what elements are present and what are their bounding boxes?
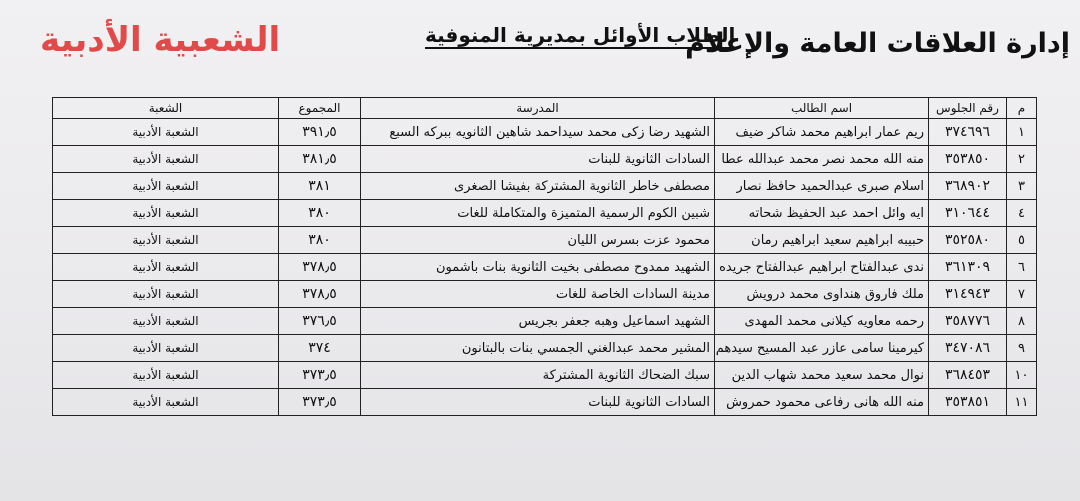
- row-seat-number: ٣٦٨٤٥٣: [929, 362, 1007, 389]
- header-seat-number: رقم الجلوس: [929, 98, 1007, 119]
- row-branch: الشعبة الأدبية: [53, 146, 279, 173]
- row-student-name: نوال محمد سعيد محمد شهاب الدين: [715, 362, 929, 389]
- row-student-name: منه الله محمد نصر محمد عبدالله عطا: [715, 146, 929, 173]
- row-student-name: ريم عمار ابراهيم محمد شاكر ضيف: [715, 119, 929, 146]
- row-total: ٣٨١٫٥: [279, 146, 361, 173]
- row-school: الشهيد ممدوح مصطفى بخيت الثانوية بنات باشمون: [361, 254, 715, 281]
- document-header: [40, 12, 1070, 72]
- row-total: ٣٧٦٫٥: [279, 308, 361, 335]
- row-total: ٣٧٣٫٥: [279, 389, 361, 416]
- header-branch: الشعبة: [53, 98, 279, 119]
- row-num: ٥: [1007, 227, 1037, 254]
- row-branch: الشعبة الأدبية: [53, 308, 279, 335]
- row-student-name: كيرمينا سامى عازر عبد المسيح سيدهم: [715, 335, 929, 362]
- row-seat-number: ٣٥٨٧٧٦: [929, 308, 1007, 335]
- header-student-name: اسم الطالب: [715, 98, 929, 119]
- row-seat-number: ٣٦١٣٠٩: [929, 254, 1007, 281]
- top-students-title: الطلاب الأوائل بمديرية المنوفية: [425, 23, 736, 47]
- header-total: المجموع: [279, 98, 361, 119]
- row-branch: الشعبة الأدبية: [53, 119, 279, 146]
- row-num: ١٠: [1007, 362, 1037, 389]
- row-num: ٧: [1007, 281, 1037, 308]
- table-row: [53, 119, 1037, 146]
- table-row: [53, 227, 1037, 254]
- row-branch: الشعبة الأدبية: [53, 254, 279, 281]
- table-row: [53, 335, 1037, 362]
- row-branch: الشعبة الأدبية: [53, 200, 279, 227]
- row-school: محمود عزت بسرس الليان: [361, 227, 715, 254]
- row-branch: الشعبة الأدبية: [53, 173, 279, 200]
- table-row: [53, 173, 1037, 200]
- row-total: ٣٨٠: [279, 227, 361, 254]
- row-seat-number: ٣٥٣٨٥١: [929, 389, 1007, 416]
- row-school: شبين الكوم الرسمية المتميزة والمتكاملة للغات: [361, 200, 715, 227]
- row-school: الشهيد رضا زكى محمد سيداحمد شاهين الثانويه ببركه السبع: [361, 119, 715, 146]
- table-row: [53, 200, 1037, 227]
- row-total: ٣٧٤: [279, 335, 361, 362]
- row-num: ١: [1007, 119, 1037, 146]
- row-total: ٣٧٨٫٥: [279, 281, 361, 308]
- row-school: السادات الثانوية للبنات: [361, 389, 715, 416]
- row-branch: الشعبة الأدبية: [53, 389, 279, 416]
- row-student-name: حبيبه ابراهيم سعيد ابراهيم رمان: [715, 227, 929, 254]
- section-title: الشعبية الأدبية: [40, 20, 281, 60]
- row-num: ٩: [1007, 335, 1037, 362]
- row-total: ٣٨٠: [279, 200, 361, 227]
- row-student-name: رحمه معاويه كيلانى محمد المهدى: [715, 308, 929, 335]
- row-seat-number: ٣١٠٦٤٤: [929, 200, 1007, 227]
- row-branch: الشعبة الأدبية: [53, 281, 279, 308]
- row-school: السادات الثانوية للبنات: [361, 146, 715, 173]
- department-title: إدارة العلاقات العامة والإعلام: [685, 28, 1070, 59]
- row-num: ١١: [1007, 389, 1037, 416]
- row-school: مدينة السادات الخاصة للغات: [361, 281, 715, 308]
- table-header-row: [53, 98, 1037, 119]
- row-school: المشير محمد عبدالغني الجمسي بنات بالبتانون: [361, 335, 715, 362]
- table-row: [53, 146, 1037, 173]
- row-total: ٣٨١: [279, 173, 361, 200]
- row-num: ٤: [1007, 200, 1037, 227]
- row-student-name: منه الله هانى رفاعى محمود حمروش: [715, 389, 929, 416]
- table-row: [53, 362, 1037, 389]
- row-num: ٢: [1007, 146, 1037, 173]
- table-row: [53, 308, 1037, 335]
- row-branch: الشعبة الأدبية: [53, 362, 279, 389]
- row-seat-number: ٣٥٢٥٨٠: [929, 227, 1007, 254]
- row-student-name: اسلام صبرى عبدالحميد حافظ نصار: [715, 173, 929, 200]
- row-school: الشهيد اسماعيل وهبه جعفر بجريس: [361, 308, 715, 335]
- row-seat-number: ٣٤٧٠٨٦: [929, 335, 1007, 362]
- row-student-name: ندى عبدالفتاح ابراهيم عبدالفتاح جريده: [715, 254, 929, 281]
- row-total: ٣٩١٫٥: [279, 119, 361, 146]
- row-school: سبك الضحاك الثانوية المشتركة: [361, 362, 715, 389]
- row-total: ٣٧٨٫٥: [279, 254, 361, 281]
- row-num: ٣: [1007, 173, 1037, 200]
- row-num: ٨: [1007, 308, 1037, 335]
- row-num: ٦: [1007, 254, 1037, 281]
- row-seat-number: ٣٧٤٦٩٦: [929, 119, 1007, 146]
- row-branch: الشعبة الأدبية: [53, 227, 279, 254]
- table-row: [53, 281, 1037, 308]
- row-student-name: ايه وائل احمد عبد الحفيظ شحاته: [715, 200, 929, 227]
- row-seat-number: ٣٥٣٨٥٠: [929, 146, 1007, 173]
- header-num: م: [1007, 98, 1037, 119]
- row-student-name: ملك فاروق هنداوى محمد درويش: [715, 281, 929, 308]
- table-row: [53, 254, 1037, 281]
- row-seat-number: ٣٦٨٩٠٢: [929, 173, 1007, 200]
- row-seat-number: ٣١٤٩٤٣: [929, 281, 1007, 308]
- table-row: [53, 389, 1037, 416]
- header-school: المدرسة: [361, 98, 715, 119]
- row-branch: الشعبة الأدبية: [53, 335, 279, 362]
- row-total: ٣٧٣٫٥: [279, 362, 361, 389]
- row-school: مصطفى خاطر الثانوية المشتركة بفيشا الصغرى: [361, 173, 715, 200]
- results-table: [52, 97, 1037, 416]
